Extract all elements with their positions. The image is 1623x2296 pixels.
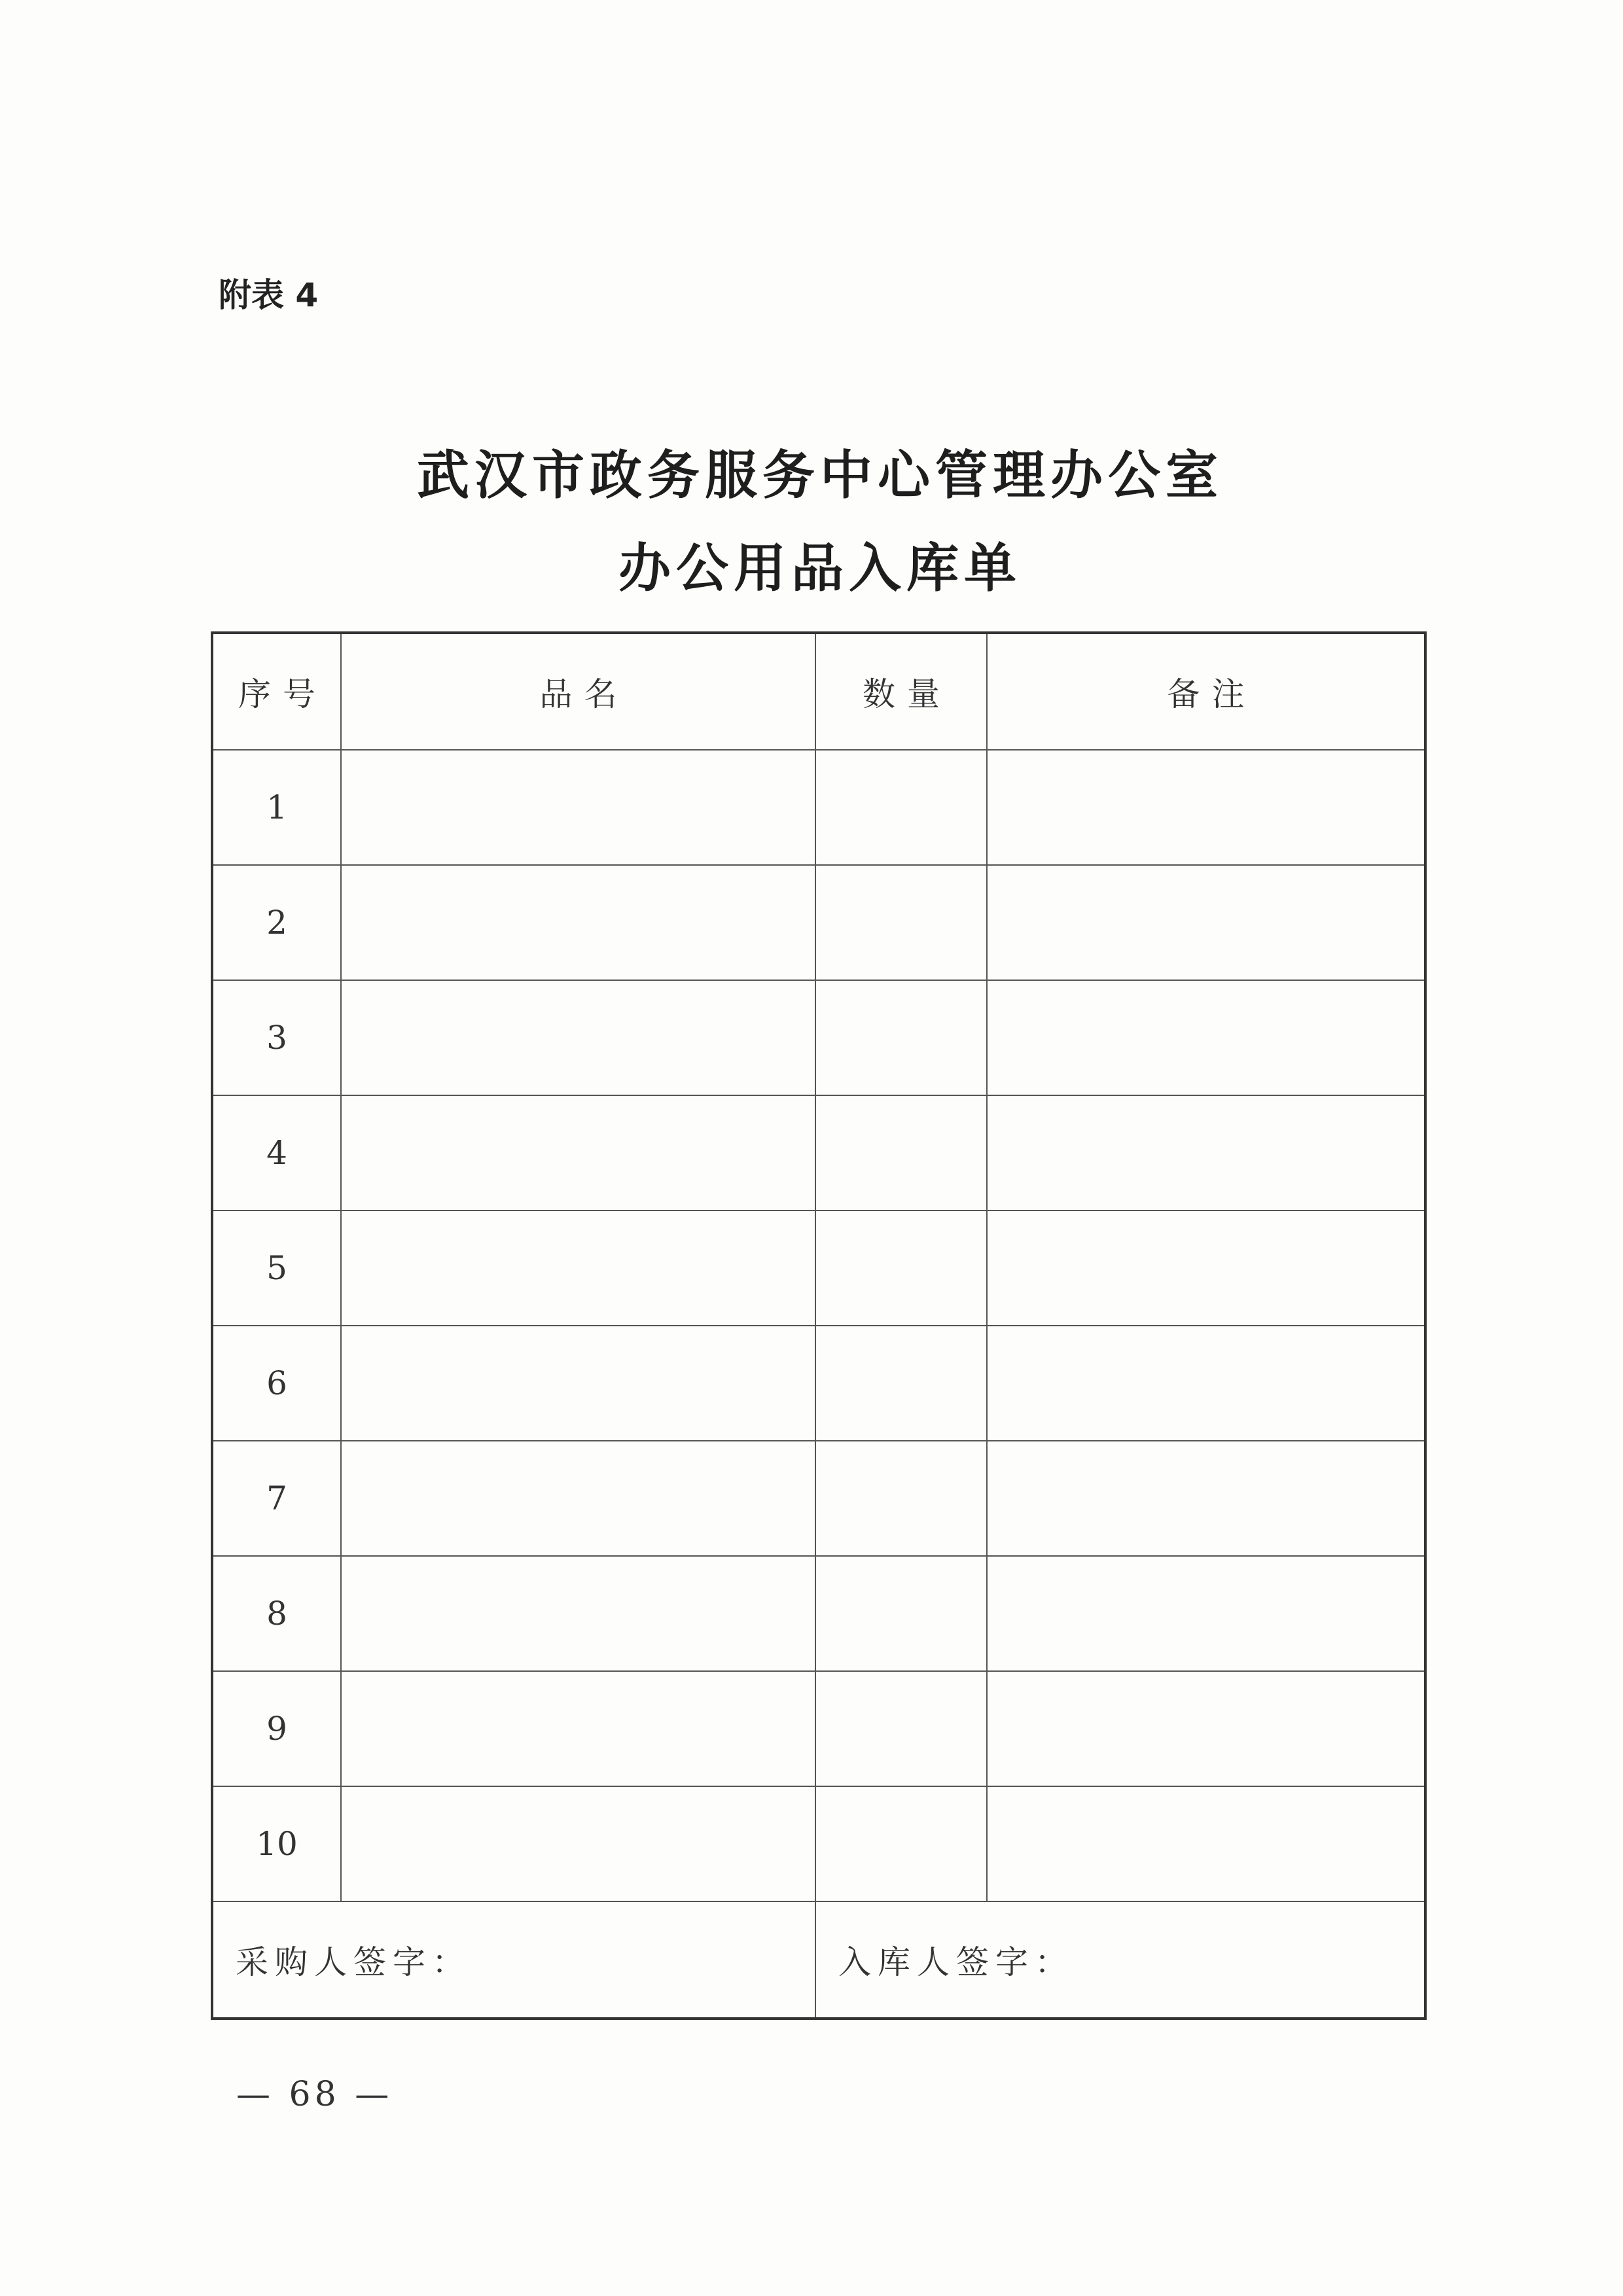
table-row (212, 1556, 1425, 1671)
item-name-cell (341, 1095, 815, 1210)
quantity-cell (815, 1556, 987, 1671)
quantity-cell (815, 1326, 987, 1441)
row-number-cell: 1 (212, 750, 341, 865)
table-row (212, 865, 1425, 980)
row-number-cell: 9 (212, 1671, 341, 1786)
item-name-cell (341, 1556, 815, 1671)
quantity-cell (815, 865, 987, 980)
table-row (212, 1441, 1425, 1556)
remark-cell (987, 1556, 1425, 1671)
remark-cell (987, 750, 1425, 865)
remark-cell (987, 1326, 1425, 1441)
warehouse-signature-cell: 入库人签字： (815, 1901, 1425, 2019)
purchaser-signature-cell: 采购人签字： (212, 1901, 815, 2019)
table-row (212, 1095, 1425, 1210)
row-number-cell: 3 (212, 980, 341, 1095)
item-name-cell (341, 1441, 815, 1556)
item-name-cell (341, 1786, 815, 1901)
quantity-cell (815, 750, 987, 865)
item-name-cell (341, 1326, 815, 1441)
signature-row (212, 1901, 1425, 2019)
quantity-cell (815, 980, 987, 1095)
remark-cell (987, 980, 1425, 1095)
row-number-cell: 8 (212, 1556, 341, 1671)
item-name-cell (341, 750, 815, 865)
table-row (212, 1210, 1425, 1326)
remark-cell (987, 1441, 1425, 1556)
quantity-cell (815, 1210, 987, 1326)
remark-cell (987, 1786, 1425, 1901)
header-cell-seq: 序号 (212, 633, 341, 750)
table-row (212, 1786, 1425, 1901)
row-number-cell: 10 (212, 1786, 341, 1901)
remark-cell (987, 1671, 1425, 1786)
row-number-cell: 2 (212, 865, 341, 980)
stock-in-table (211, 631, 1427, 2020)
table-row (212, 750, 1425, 865)
item-name-cell (341, 1671, 815, 1786)
attachment-label: 附表 4 (219, 276, 319, 314)
table-row (212, 980, 1425, 1095)
row-number-cell: 5 (212, 1210, 341, 1326)
remark-cell (987, 1210, 1425, 1326)
header-cell-remark: 备注 (987, 633, 1425, 750)
header-cell-item-name: 品名 (341, 633, 815, 750)
row-number-cell: 4 (212, 1095, 341, 1210)
quantity-cell (815, 1671, 987, 1786)
remark-cell (987, 865, 1425, 980)
remark-cell (987, 1095, 1425, 1210)
quantity-cell (815, 1095, 987, 1210)
table-row (212, 1326, 1425, 1441)
page-number: — 68 — (236, 2075, 393, 2114)
item-name-cell (341, 865, 815, 980)
form-title: 办公用品入库单 (618, 537, 1022, 599)
table-row (212, 1671, 1425, 1786)
row-number-cell: 6 (212, 1326, 341, 1441)
header-cell-quantity: 数量 (815, 633, 987, 750)
table-header-row (212, 633, 1425, 750)
row-number-cell: 7 (212, 1441, 341, 1556)
item-name-cell (341, 1210, 815, 1326)
item-name-cell (341, 980, 815, 1095)
quantity-cell (815, 1441, 987, 1556)
document-title: 武汉市政务服务中心管理办公室 (417, 444, 1223, 506)
quantity-cell (815, 1786, 987, 1901)
